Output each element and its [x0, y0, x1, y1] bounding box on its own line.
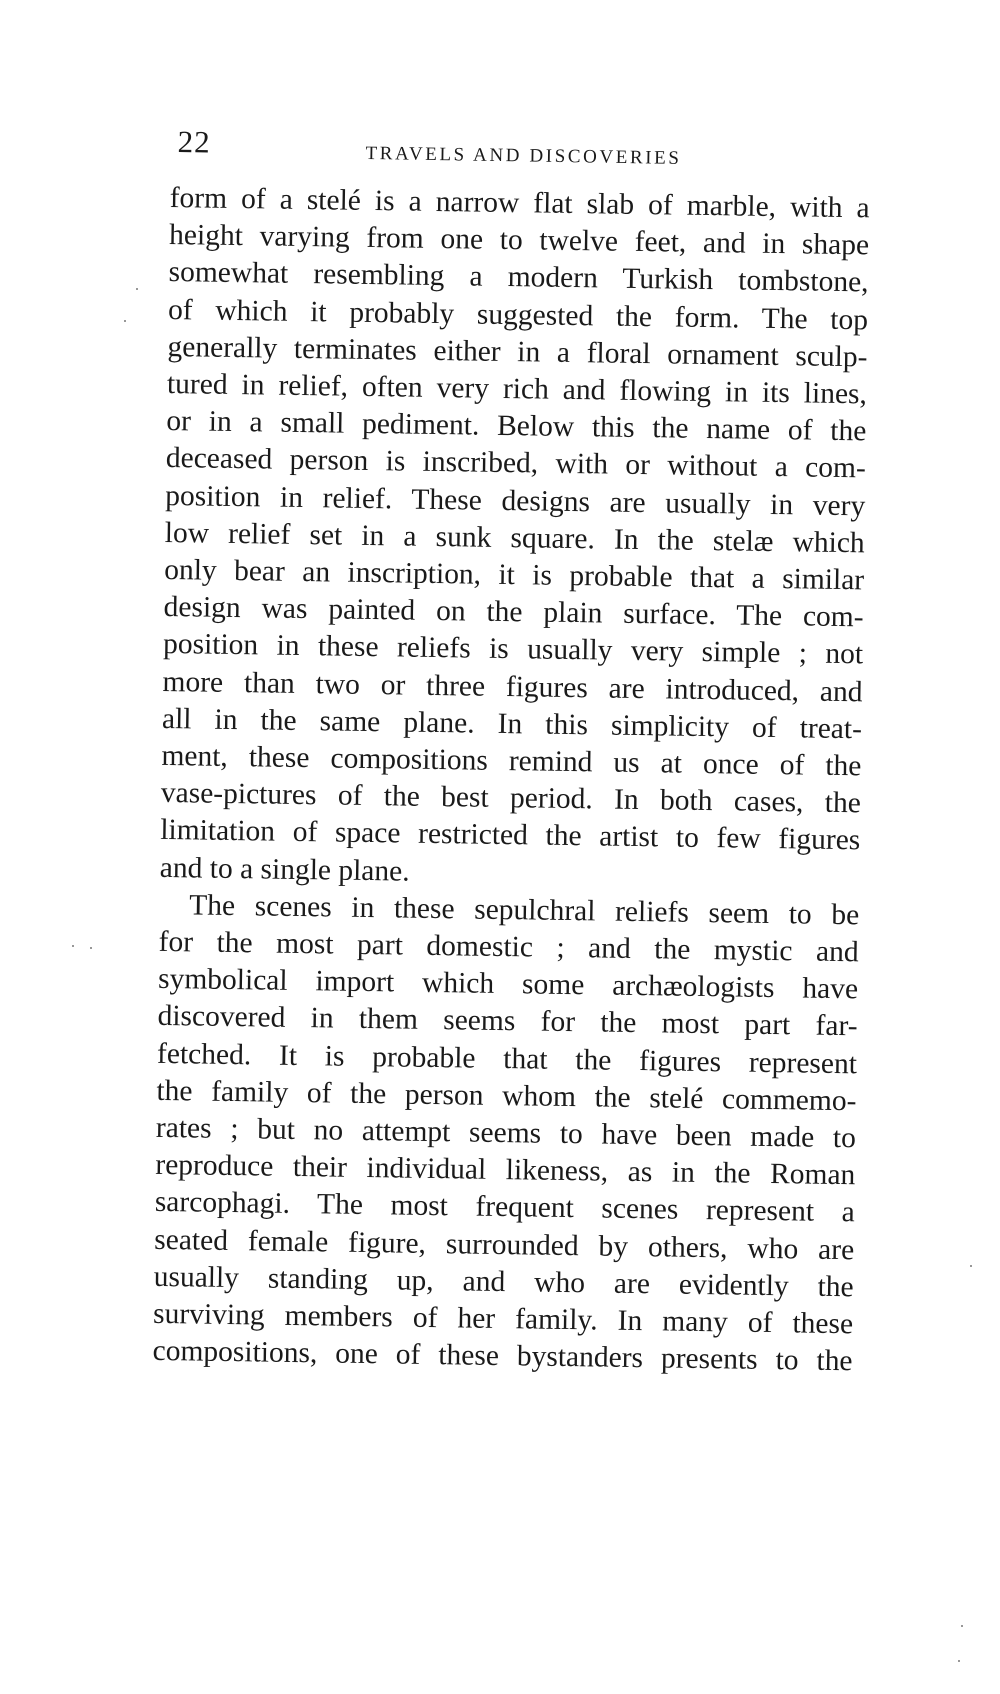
- paper-speck: [124, 320, 126, 322]
- text-line: surviving members of her family. In many of these: [152, 1297, 854, 1341]
- text-line: for the most part domestic ; and the mystic and: [158, 925, 859, 969]
- text-line: rates ; but no attempt seems to have been made to: [155, 1111, 857, 1155]
- paragraph-2: [152, 887, 859, 1381]
- text-line: symbolical import which some archæologists have: [157, 963, 859, 1006]
- text-line: design was painted on the plain surface. The com-: [163, 591, 864, 634]
- text-line: or in a small pediment. Below this the name of the: [166, 405, 867, 448]
- text-line: ment, these compositions remind us at once of the: [161, 739, 862, 783]
- text-line: and to a single plane.: [159, 851, 410, 888]
- running-title: TRAVELS AND DISCOVERIES: [365, 142, 682, 169]
- text-line: The scenes in these sepulchral reliefs seem to be: [189, 889, 860, 932]
- text-line: discovered in them seems for the most part far-: [157, 1000, 858, 1043]
- text-line: vase-pictures of the best period. In both cases, the: [160, 777, 862, 820]
- text-line: form of a stelé is a narrow flat slab of marble, with a: [169, 181, 870, 225]
- page-header: [177, 124, 698, 172]
- text-line: sarcophagi. The most frequent scenes represent a: [154, 1186, 855, 1229]
- text-line: limitation of space restricted the artist to few figures: [160, 814, 861, 857]
- text-line: low relief set in a sunk square. In the stelæ which: [164, 516, 865, 560]
- text-line: seated female figure, surrounded by others, who are: [154, 1223, 855, 1266]
- body-text: [152, 180, 870, 1381]
- text-line: position in these reliefs is usually very simple ; not: [162, 628, 864, 671]
- paragraph-1: [160, 180, 870, 897]
- text-line: all in the same plane. In this simplicity of treat-: [161, 702, 863, 746]
- text-line: generally terminates either in a floral ornament sculp-: [167, 330, 868, 374]
- paper-speck: [970, 1265, 972, 1267]
- paper-speck: [961, 1625, 963, 1627]
- paper-speck: [958, 1660, 960, 1662]
- text-line: only bear an inscription, it is probable that a similar: [163, 553, 865, 597]
- text-line: more than two or three figures are introduced, and: [162, 665, 863, 708]
- text-line: the family of the person whom the stelé commemo-: [156, 1074, 857, 1118]
- text-line: usually standing up, and who are evidently the: [153, 1260, 854, 1304]
- text-line: fetched. It is probable that the figures represent: [156, 1037, 858, 1080]
- paper-speck: [90, 947, 92, 949]
- paper-speck: [136, 288, 138, 290]
- text-line: compositions, one of these bystanders presents to the: [152, 1335, 853, 1378]
- text-line: somewhat resembling a modern Turkish tombstone,: [168, 256, 869, 299]
- text-line: of which it probably suggested the form. The top: [167, 293, 869, 336]
- text-line: height varying from one to twelve feet, and in shape: [168, 219, 870, 262]
- text-line: tured in relief, often very rich and flowing in its lines,: [166, 367, 868, 411]
- paper-speck: [72, 945, 74, 947]
- text-line: position in relief. These designs are usually in very: [165, 479, 866, 522]
- text-line: deceased person is inscribed, with or without a com-: [165, 442, 867, 485]
- text-line: reproduce their individual likeness, as in the Roman: [155, 1149, 856, 1192]
- page-number: 22: [177, 124, 211, 160]
